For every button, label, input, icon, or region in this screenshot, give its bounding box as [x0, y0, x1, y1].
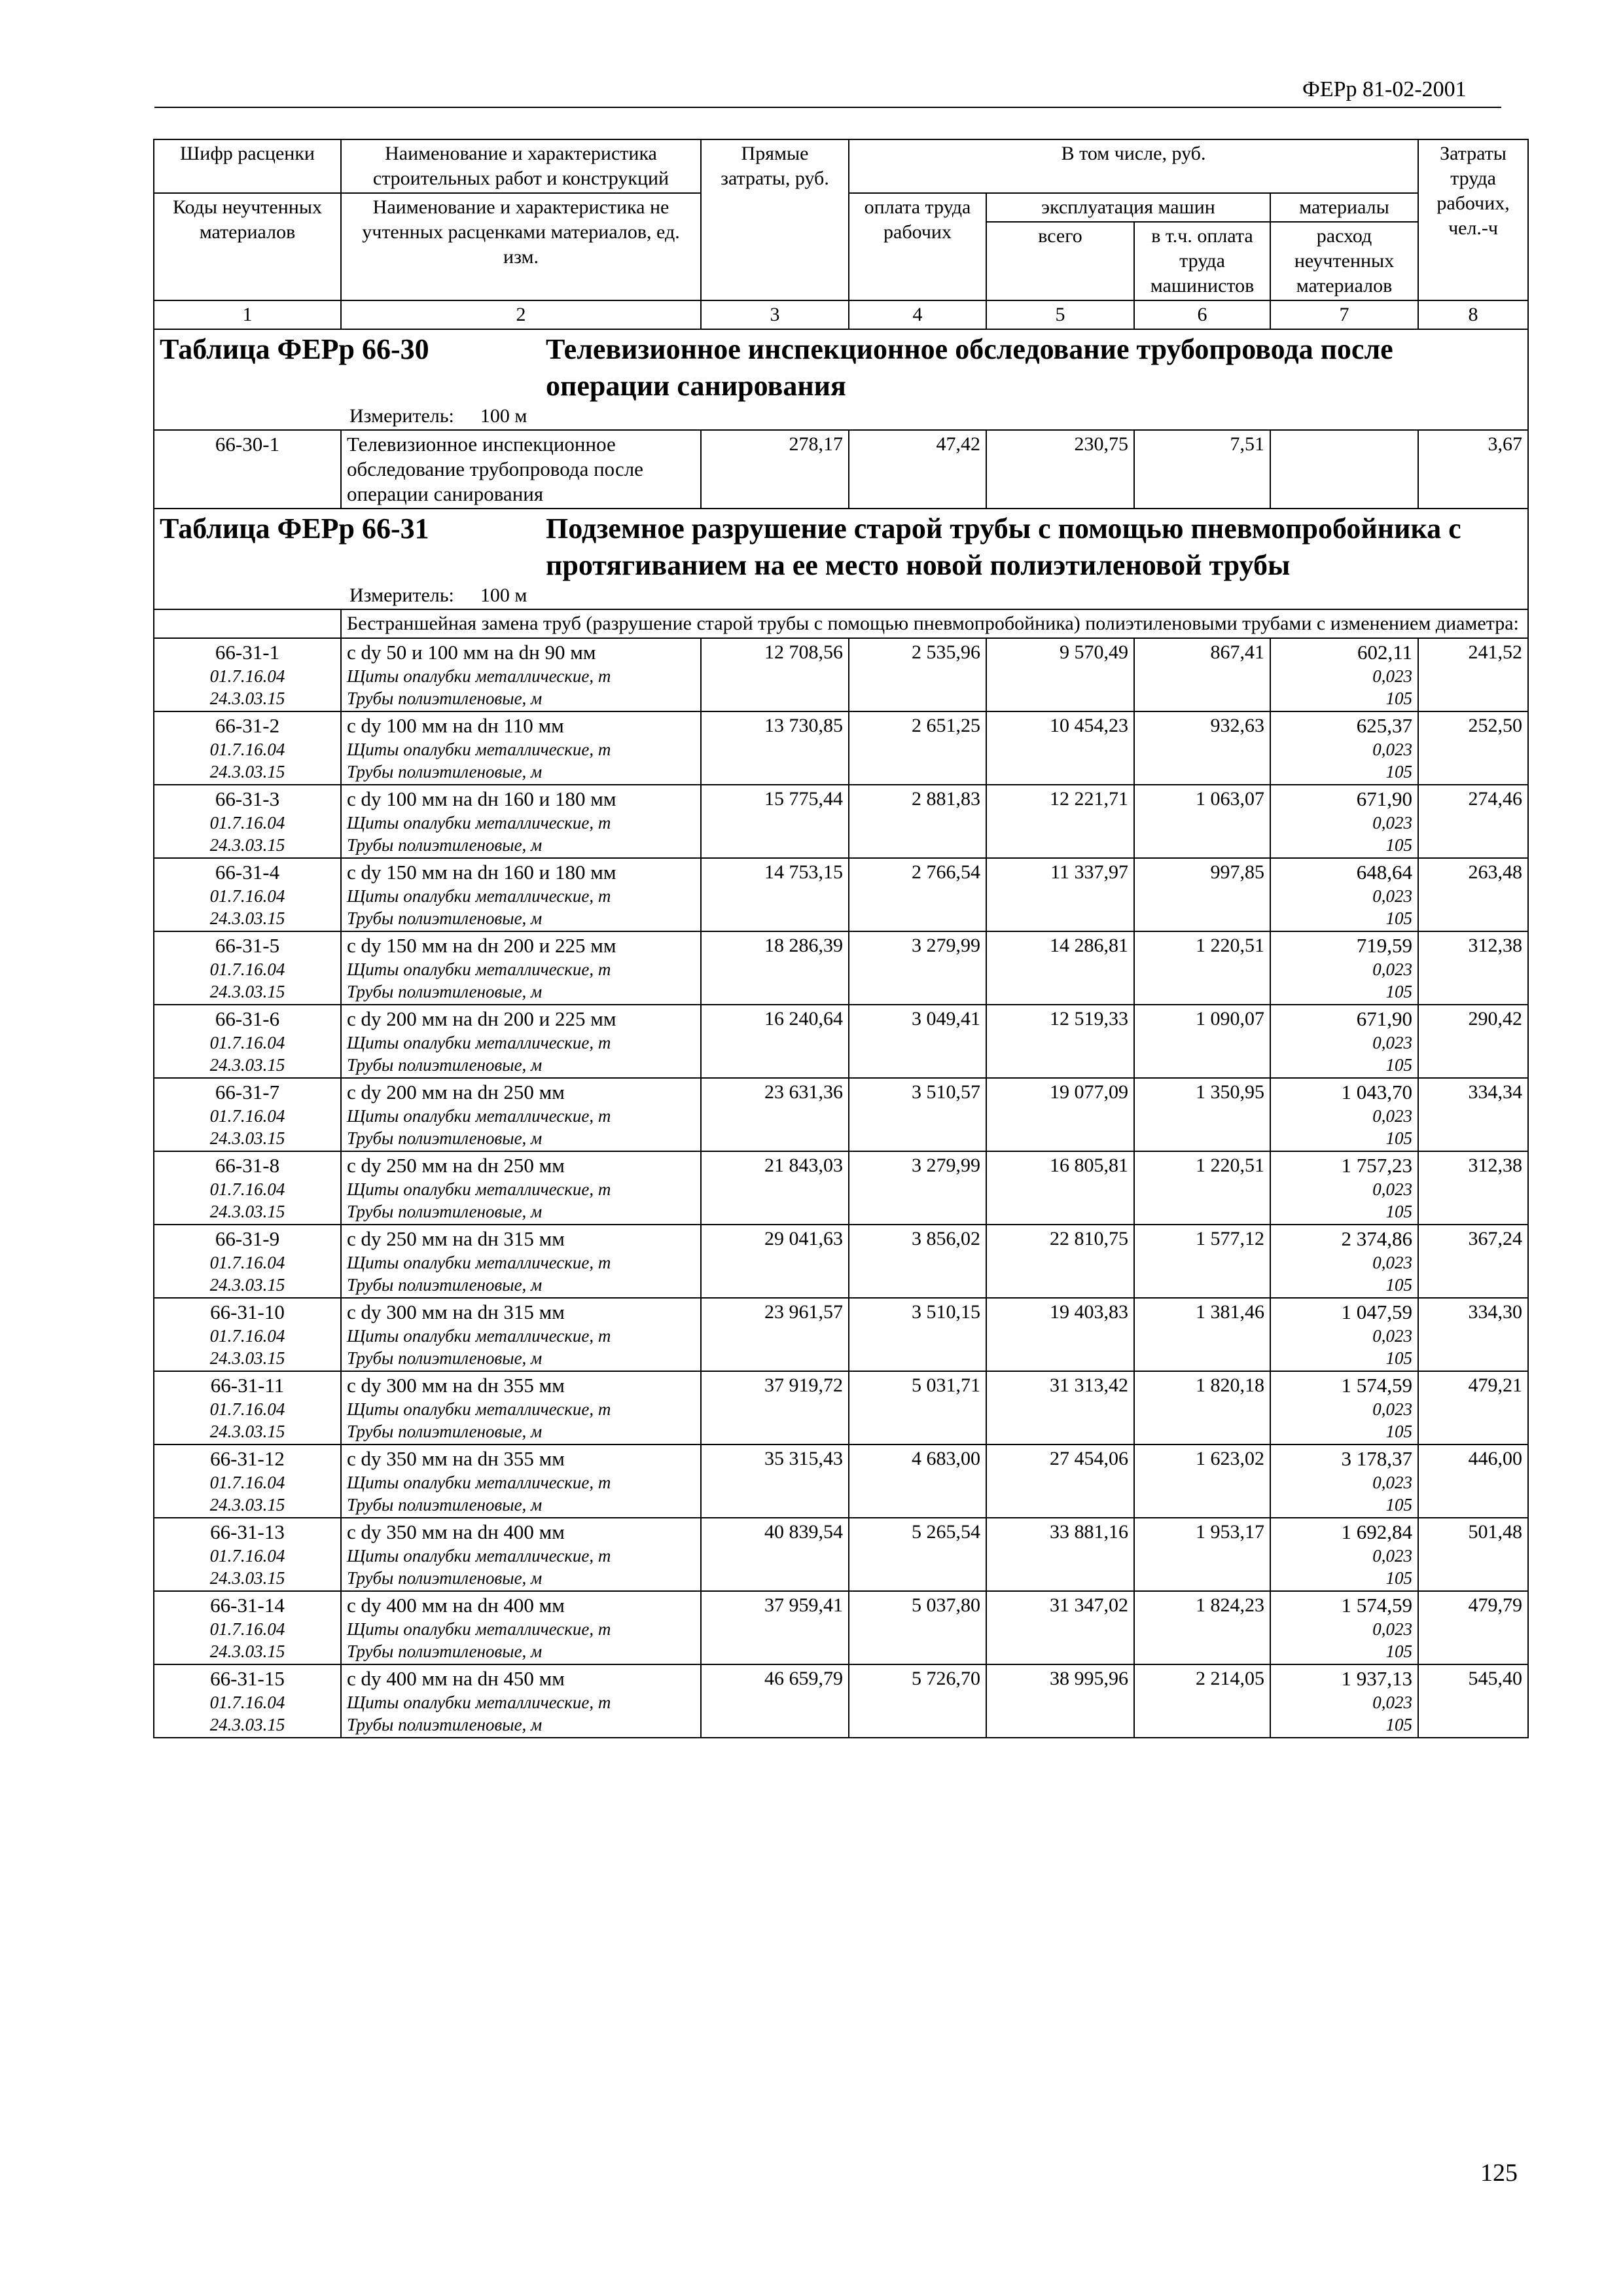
rate-code: 66-31-2	[215, 714, 280, 737]
material-name-1: Щиты опалубки металлические, т	[347, 886, 611, 906]
material-qty-2: 105	[1385, 1422, 1413, 1441]
machines-total: 31 347,02	[986, 1591, 1134, 1664]
table-row	[154, 1371, 1528, 1444]
materials: 1 574,59	[1341, 1594, 1413, 1617]
labor-cost: 501,48	[1418, 1518, 1528, 1591]
labor-pay: 3 856,02	[849, 1225, 986, 1298]
labor-pay: 3 510,57	[849, 1078, 986, 1151]
header-total: всего	[986, 222, 1134, 300]
labor-pay: 3 510,15	[849, 1298, 986, 1371]
rate-code: 66-31-11	[210, 1374, 285, 1397]
material-qty-2: 105	[1385, 1568, 1413, 1588]
machinist-pay: 997,85	[1134, 858, 1270, 931]
table31-measure-label: Измеритель:	[349, 584, 454, 606]
materials: 671,90	[1356, 787, 1413, 810]
material-qty-1: 0,023	[1372, 1619, 1413, 1639]
materials: 2 374,86	[1341, 1227, 1413, 1250]
material-qty-2: 105	[1385, 1202, 1413, 1221]
material-code-2: 24.3.03.15	[209, 1495, 285, 1515]
table30-code: Таблица ФЕРр 66-30	[160, 333, 429, 365]
machines-total: 230,75	[986, 430, 1134, 509]
rate-code: 66-31-1	[215, 641, 280, 664]
materials: 625,37	[1356, 714, 1413, 737]
machines-total: 31 313,42	[986, 1371, 1134, 1444]
rate-code: 66-31-10	[210, 1300, 285, 1323]
material-code-2: 24.3.03.15	[209, 1055, 285, 1075]
labor-cost: 479,21	[1418, 1371, 1528, 1444]
rate-name: с dу 150 мм на dн 200 и 225 мм	[347, 934, 616, 957]
materials: 3 178,37	[1341, 1447, 1413, 1470]
machinist-pay: 1 220,51	[1134, 931, 1270, 1005]
table30-measure-value: 100 м	[480, 405, 527, 427]
col-num-7: 7	[1270, 300, 1418, 329]
material-qty-2: 105	[1385, 982, 1413, 1001]
material-code-1: 01.7.16.04	[209, 1033, 285, 1052]
rate-code: 66-31-15	[210, 1667, 285, 1690]
document-code: ФЕРр 81-02-2001	[1302, 77, 1467, 101]
material-code-1: 01.7.16.04	[209, 1399, 285, 1419]
labor-pay: 5 265,54	[849, 1518, 986, 1591]
table-row	[154, 1225, 1528, 1298]
machinist-pay: 1 381,46	[1134, 1298, 1270, 1371]
labor-pay: 5 726,70	[849, 1664, 986, 1738]
table-row	[154, 1518, 1528, 1591]
material-qty-1: 0,023	[1372, 1693, 1413, 1712]
col-num-3: 3	[701, 300, 849, 329]
labor-cost: 312,38	[1418, 931, 1528, 1005]
material-code-1: 01.7.16.04	[209, 1619, 285, 1639]
material-qty-2: 105	[1385, 1715, 1413, 1734]
material-name-1: Щиты опалубки металлические, т	[347, 740, 611, 759]
rate-name: с dу 200 мм на dн 200 и 225 мм	[347, 1007, 616, 1030]
material-name-1: Щиты опалубки металлические, т	[347, 1106, 611, 1126]
rate-name: с dу 100 мм на dн 160 и 180 мм	[347, 787, 616, 810]
material-qty-2: 105	[1385, 1128, 1413, 1148]
material-code-1: 01.7.16.04	[209, 1253, 285, 1272]
materials: 1 047,59	[1341, 1300, 1413, 1323]
labor-pay: 2 881,83	[849, 785, 986, 858]
labor-cost: 334,30	[1418, 1298, 1528, 1371]
machinist-pay: 1 350,95	[1134, 1078, 1270, 1151]
machinist-pay: 1 820,18	[1134, 1371, 1270, 1444]
material-code-2: 24.3.03.15	[209, 1275, 285, 1295]
table31-code: Таблица ФЕРр 66-31	[160, 512, 429, 545]
material-name-2: Трубы полиэтиленовые, м	[347, 1422, 543, 1441]
material-code-1: 01.7.16.04	[209, 886, 285, 906]
direct-cost: 278,17	[701, 430, 849, 509]
material-name-2: Трубы полиэтиленовые, м	[347, 1641, 543, 1661]
table31-measure	[160, 584, 1522, 607]
rate-code: 66-31-9	[215, 1227, 280, 1250]
labor-cost: 241,52	[1418, 638, 1528, 711]
material-code-1: 01.7.16.04	[209, 1326, 285, 1346]
material-code-2: 24.3.03.15	[209, 1715, 285, 1734]
rate-name: с dу 150 мм на dн 160 и 180 мм	[347, 861, 616, 884]
rate-name: с dу 400 мм на dн 450 мм	[347, 1667, 565, 1690]
material-name-2: Трубы полиэтиленовые, м	[347, 1495, 543, 1515]
col-num-5: 5	[986, 300, 1134, 329]
header-materials: материалы	[1270, 193, 1418, 222]
direct-cost: 23 961,57	[701, 1298, 849, 1371]
labor-cost: 312,38	[1418, 1151, 1528, 1225]
materials: 671,90	[1356, 1007, 1413, 1030]
labor-cost: 446,00	[1418, 1444, 1528, 1518]
material-code-2: 24.3.03.15	[209, 1422, 285, 1441]
material-code-2: 24.3.03.15	[209, 908, 285, 928]
labor-cost: 334,34	[1418, 1078, 1528, 1151]
materials: 719,59	[1356, 934, 1413, 957]
direct-cost: 23 631,36	[701, 1078, 849, 1151]
material-code-2: 24.3.03.15	[209, 982, 285, 1001]
header-name-top: Наименование и характеристика строительных работ и конструкций	[341, 139, 701, 193]
material-code-2: 24.3.03.15	[209, 835, 285, 855]
material-code-1: 01.7.16.04	[209, 960, 285, 979]
table-row	[154, 1664, 1528, 1738]
machinist-pay: 867,41	[1134, 638, 1270, 711]
machines-total: 38 995,96	[986, 1664, 1134, 1738]
header-incl: В том числе, руб.	[849, 139, 1418, 193]
material-qty-1: 0,023	[1372, 1326, 1413, 1346]
table31-title-row	[154, 509, 1528, 609]
machines-total: 19 077,09	[986, 1078, 1134, 1151]
header-labor-pay: оплата труда рабочих	[849, 193, 986, 300]
material-code-1: 01.7.16.04	[209, 1693, 285, 1712]
machines-total: 19 403,83	[986, 1298, 1134, 1371]
material-name-1: Щиты опалубки металлические, т	[347, 1326, 611, 1346]
labor-pay: 3 279,99	[849, 931, 986, 1005]
material-name-2: Трубы полиэтиленовые, м	[347, 908, 543, 928]
material-qty-2: 105	[1385, 762, 1413, 781]
material-qty-2: 105	[1385, 1495, 1413, 1515]
material-qty-2: 105	[1385, 1641, 1413, 1661]
rate-name: с dу 300 мм на dн 315 мм	[347, 1300, 565, 1323]
material-name-2: Трубы полиэтиленовые, м	[347, 1568, 543, 1588]
labor-pay: 3 279,99	[849, 1151, 986, 1225]
material-name-1: Щиты опалубки металлические, т	[347, 1546, 611, 1566]
rate-code: 66-31-5	[215, 934, 280, 957]
table30-measure	[160, 404, 1522, 428]
table-row	[154, 858, 1528, 931]
machinist-pay: 1 623,02	[1134, 1444, 1270, 1518]
rate-name: с dу 200 мм на dн 250 мм	[347, 1081, 565, 1103]
labor-cost: 545,40	[1418, 1664, 1528, 1738]
direct-cost: 46 659,79	[701, 1664, 849, 1738]
table-row	[154, 1078, 1528, 1151]
labor-cost: 274,46	[1418, 785, 1528, 858]
material-name-2: Трубы полиэтиленовые, м	[347, 982, 543, 1001]
material-qty-2: 105	[1385, 1055, 1413, 1075]
labor-cost: 263,48	[1418, 858, 1528, 931]
rate-name: Телевизионное инспекционное обследование трубопровода после операции санирования	[347, 433, 643, 505]
material-code-2: 24.3.03.15	[209, 1202, 285, 1221]
material-code-2: 24.3.03.15	[209, 1641, 285, 1661]
material-code-2: 24.3.03.15	[209, 1568, 285, 1588]
material-name-2: Трубы полиэтиленовые, м	[347, 762, 543, 781]
machines-total: 12 519,33	[986, 1005, 1134, 1078]
direct-cost: 40 839,54	[701, 1518, 849, 1591]
machinist-pay: 932,63	[1134, 711, 1270, 785]
material-name-1: Щиты опалубки металлические, т	[347, 1179, 611, 1199]
material-qty-1: 0,023	[1372, 960, 1413, 979]
material-name-1: Щиты опалубки металлические, т	[347, 1253, 611, 1272]
direct-cost: 21 843,03	[701, 1151, 849, 1225]
table30-row	[154, 430, 1528, 509]
material-qty-2: 105	[1385, 689, 1413, 708]
material-name-1: Щиты опалубки металлические, т	[347, 1693, 611, 1712]
material-code-1: 01.7.16.04	[209, 1473, 285, 1492]
material-qty-2: 105	[1385, 908, 1413, 928]
table-row	[154, 931, 1528, 1005]
labor-pay: 2 535,96	[849, 638, 986, 711]
rate-name: с dу 300 мм на dн 355 мм	[347, 1374, 565, 1397]
material-qty-1: 0,023	[1372, 1473, 1413, 1492]
header-machines: эксплуатация машин	[986, 193, 1270, 222]
labor-pay: 2 766,54	[849, 858, 986, 931]
machines-total: 12 221,71	[986, 785, 1134, 858]
material-code-1: 01.7.16.04	[209, 1179, 285, 1199]
labor-pay: 5 031,71	[849, 1371, 986, 1444]
material-name-2: Трубы полиэтиленовые, м	[347, 1202, 543, 1221]
table31-intro-row	[154, 609, 1528, 638]
rate-name: с dу 50 и 100 мм на dн 90 мм	[347, 641, 596, 664]
machines-total: 27 454,06	[986, 1444, 1134, 1518]
table30-measure-label: Измеритель:	[349, 405, 454, 427]
direct-cost: 37 919,72	[701, 1371, 849, 1444]
direct-cost: 12 708,56	[701, 638, 849, 711]
machinist-pay: 1 824,23	[1134, 1591, 1270, 1664]
rate-code: 66-31-7	[215, 1081, 280, 1103]
col-num-6: 6	[1134, 300, 1270, 329]
rate-name: с dу 250 мм на dн 250 мм	[347, 1154, 565, 1177]
top-rule	[154, 107, 1501, 108]
material-qty-1: 0,023	[1372, 1106, 1413, 1126]
material-name-2: Трубы полиэтиленовые, м	[347, 689, 543, 708]
material-qty-2: 105	[1385, 1275, 1413, 1295]
machinist-pay: 1 220,51	[1134, 1151, 1270, 1225]
material-name-2: Трубы полиэтиленовые, м	[347, 1128, 543, 1148]
table-row	[154, 1444, 1528, 1518]
rates-table	[153, 139, 1529, 1738]
labor-pay: 3 049,41	[849, 1005, 986, 1078]
machines-total: 9 570,49	[986, 638, 1134, 711]
material-name-2: Трубы полиэтиленовые, м	[347, 1055, 543, 1075]
materials: 1 937,13	[1341, 1667, 1413, 1690]
labor-pay: 5 037,80	[849, 1591, 986, 1664]
machinist-pay: 2 214,05	[1134, 1664, 1270, 1738]
materials: 1 757,23	[1341, 1154, 1413, 1177]
material-qty-1: 0,023	[1372, 1033, 1413, 1052]
rate-name: с dу 400 мм на dн 400 мм	[347, 1594, 565, 1617]
machines-total: 33 881,16	[986, 1518, 1134, 1591]
material-qty-1: 0,023	[1372, 740, 1413, 759]
table31-measure-value: 100 м	[480, 584, 527, 606]
col-num-1: 1	[154, 300, 341, 329]
material-name-1: Щиты опалубки металлические, т	[347, 1033, 611, 1052]
material-name-1: Щиты опалубки металлические, т	[347, 1399, 611, 1419]
machinist-pay: 1 063,07	[1134, 785, 1270, 858]
materials: 1 692,84	[1341, 1520, 1413, 1543]
direct-cost: 15 775,44	[701, 785, 849, 858]
machines-total: 14 286,81	[986, 931, 1134, 1005]
material-qty-1: 0,023	[1372, 1253, 1413, 1272]
material-code-1: 01.7.16.04	[209, 1546, 285, 1566]
table-row	[154, 785, 1528, 858]
materials: 1 574,59	[1341, 1374, 1413, 1397]
rate-code: 66-31-6	[215, 1007, 280, 1030]
rate-code: 66-31-4	[215, 861, 280, 884]
col-num-2: 2	[341, 300, 701, 329]
direct-cost: 18 286,39	[701, 931, 849, 1005]
material-qty-1: 0,023	[1372, 1179, 1413, 1199]
labor-cost: 367,24	[1418, 1225, 1528, 1298]
material-name-2: Трубы полиэтиленовые, м	[347, 1715, 543, 1734]
table31-title: Подземное разрушение старой трубы с помощью пневмопробойника с протягиванием на ее место новой полиэтиленовой трубы	[546, 512, 1461, 581]
material-name-2: Трубы полиэтиленовые, м	[347, 835, 543, 855]
table-row	[154, 638, 1528, 711]
direct-cost: 29 041,63	[701, 1225, 849, 1298]
header-incl-mach: в т.ч. оплата труда машинистов	[1134, 222, 1270, 300]
page-number: 125	[1480, 2159, 1518, 2187]
rate-name: с dу 100 мм на dн 110 мм	[347, 714, 564, 737]
material-qty-1: 0,023	[1372, 1399, 1413, 1419]
header-mat-consumption: расход неучтенных материалов	[1270, 222, 1418, 300]
rate-code: 66-31-13	[210, 1520, 285, 1543]
header-name-bottom: Наименование и характеристика не учтенных расценками материалов, ед. изм.	[341, 193, 701, 300]
material-code-2: 24.3.03.15	[209, 1128, 285, 1148]
machines-total: 11 337,97	[986, 858, 1134, 931]
machines-total: 10 454,23	[986, 711, 1134, 785]
material-qty-2: 105	[1385, 1348, 1413, 1368]
direct-cost: 14 753,15	[701, 858, 849, 931]
materials: 602,11	[1357, 641, 1413, 664]
material-qty-2: 105	[1385, 835, 1413, 855]
direct-cost: 13 730,85	[701, 711, 849, 785]
table-row	[154, 1591, 1528, 1664]
materials: 1 043,70	[1341, 1081, 1413, 1103]
material-code-1: 01.7.16.04	[209, 740, 285, 759]
labor-pay: 47,42	[849, 430, 986, 509]
table-row	[154, 1151, 1528, 1225]
material-name-2: Трубы полиэтиленовые, м	[347, 1348, 543, 1368]
labor-pay: 4 683,00	[849, 1444, 986, 1518]
rate-code: 66-31-8	[215, 1154, 280, 1177]
material-qty-1: 0,023	[1372, 886, 1413, 906]
column-numbers-row	[154, 300, 1528, 329]
machinist-pay: 1 953,17	[1134, 1518, 1270, 1591]
rate-name: с dу 350 мм на dн 400 мм	[347, 1520, 565, 1543]
material-qty-1: 0,023	[1372, 813, 1413, 833]
table30-title: Телевизионное инспекционное обследование трубопровода после операции санирования	[546, 333, 1393, 402]
table-row	[154, 1005, 1528, 1078]
header-codes: Коды неучтенных материалов	[154, 193, 341, 300]
header-row-1	[154, 139, 1528, 193]
rate-code: 66-30-1	[215, 433, 280, 456]
material-name-1: Щиты опалубки металлические, т	[347, 813, 611, 833]
material-qty-1: 0,023	[1372, 666, 1413, 686]
rate-code: 66-31-3	[215, 787, 280, 810]
direct-cost: 16 240,64	[701, 1005, 849, 1078]
material-name-1: Щиты опалубки металлические, т	[347, 960, 611, 979]
materials	[1270, 430, 1418, 509]
labor-cost: 290,42	[1418, 1005, 1528, 1078]
machines-total: 16 805,81	[986, 1151, 1134, 1225]
materials: 648,64	[1356, 861, 1413, 884]
rate-code: 66-31-14	[210, 1594, 285, 1617]
col-num-4: 4	[849, 300, 986, 329]
header-labor-cost: Затраты труда рабочих, чел.-ч	[1418, 139, 1528, 300]
rate-code: 66-31-12	[210, 1447, 285, 1470]
machinist-pay: 1 090,07	[1134, 1005, 1270, 1078]
table-row	[154, 1298, 1528, 1371]
material-code-2: 24.3.03.15	[209, 1348, 285, 1368]
material-code-1: 01.7.16.04	[209, 666, 285, 686]
material-name-1: Щиты опалубки металлические, т	[347, 666, 611, 686]
labor-cost: 3,67	[1418, 430, 1528, 509]
labor-pay: 2 651,25	[849, 711, 986, 785]
material-qty-1: 0,023	[1372, 1546, 1413, 1566]
material-code-2: 24.3.03.15	[209, 762, 285, 781]
machinist-pay: 1 577,12	[1134, 1225, 1270, 1298]
header-cipher: Шифр расценки	[154, 139, 341, 193]
material-name-2: Трубы полиэтиленовые, м	[347, 1275, 543, 1295]
labor-cost: 252,50	[1418, 711, 1528, 785]
material-code-1: 01.7.16.04	[209, 813, 285, 833]
machinist-pay: 7,51	[1134, 430, 1270, 509]
material-name-1: Щиты опалубки металлические, т	[347, 1619, 611, 1639]
table-row	[154, 711, 1528, 785]
labor-cost: 479,79	[1418, 1591, 1528, 1664]
material-code-2: 24.3.03.15	[209, 689, 285, 708]
table30-title-row	[154, 329, 1528, 430]
direct-cost: 35 315,43	[701, 1444, 849, 1518]
col-num-8: 8	[1418, 300, 1528, 329]
material-name-1: Щиты опалубки металлические, т	[347, 1473, 611, 1492]
table31-intro: Бестраншейная замена труб (разрушение старой трубы с помощью пневмопробойника) полиэтиленовыми трубами с изменением диаметра:	[341, 609, 1528, 638]
machines-total: 22 810,75	[986, 1225, 1134, 1298]
rate-name: с dу 250 мм на dн 315 мм	[347, 1227, 565, 1250]
rate-name: с dу 350 мм на dн 355 мм	[347, 1447, 565, 1470]
direct-cost: 37 959,41	[701, 1591, 849, 1664]
header-direct: Прямые затраты, руб.	[701, 139, 849, 300]
material-code-1: 01.7.16.04	[209, 1106, 285, 1126]
